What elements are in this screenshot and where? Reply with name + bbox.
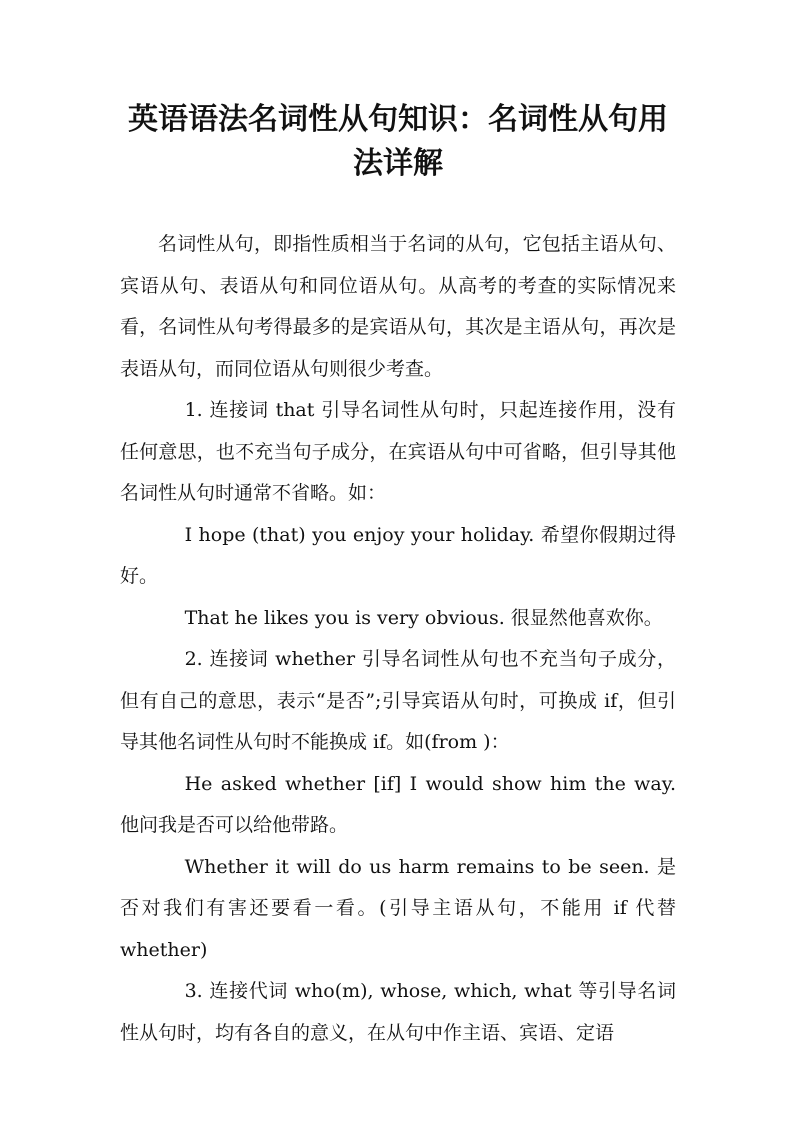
paragraph-example-2: That he likes you is very obvious. 很显然他喜欢你。 bbox=[184, 606, 663, 629]
paragraph-example-3: He asked whether [if] I would show him the way. 他问我是否可以给他带路。 bbox=[120, 772, 676, 836]
paragraph-point-1: 1. 连接词 that 引导名词性从句时，只起连接作用，没有任何意思，也不充当句子成分，在宾语从句中可省略，但引导其他名词性从句时通常不省略。如： bbox=[120, 399, 676, 504]
paragraph-point-2: 2. 连接词 whether 引导名词性从句也不充当句子成分，但有自己的意思，表示“是否”;引导宾语从句时，可换成 if，但引导其他名词性从句时不能换成 if。如(from )： bbox=[120, 648, 676, 753]
document-title: 英语语法名词性从句知识：名词性从句用法详解 bbox=[128, 102, 668, 181]
paragraph-intro: 名词性从句，即指性质相当于名词的从句，它包括主语从句、宾语从句、表语从句和同位语从句。从高考的考查的实际情况来看，名词性从句考得最多的是宾语从句，其次是主语从句，再次是表语从句，而同位语从句则很少考查。 bbox=[120, 233, 676, 380]
paragraph-point-3: 3. 连接代词 who(m), whose, which, what 等引导名词性从句时，均有各自的意义，在从句中作主语、宾语、定语 bbox=[120, 980, 676, 1044]
paragraph-example-1: I hope (that) you enjoy your holiday. 希望你假期过得好。 bbox=[120, 523, 676, 587]
paragraph-example-4: Whether it will do us harm remains to be seen. 是否对我们有害还要看一看。(引导主语从句，不能用 if 代替 whether) bbox=[120, 855, 676, 961]
